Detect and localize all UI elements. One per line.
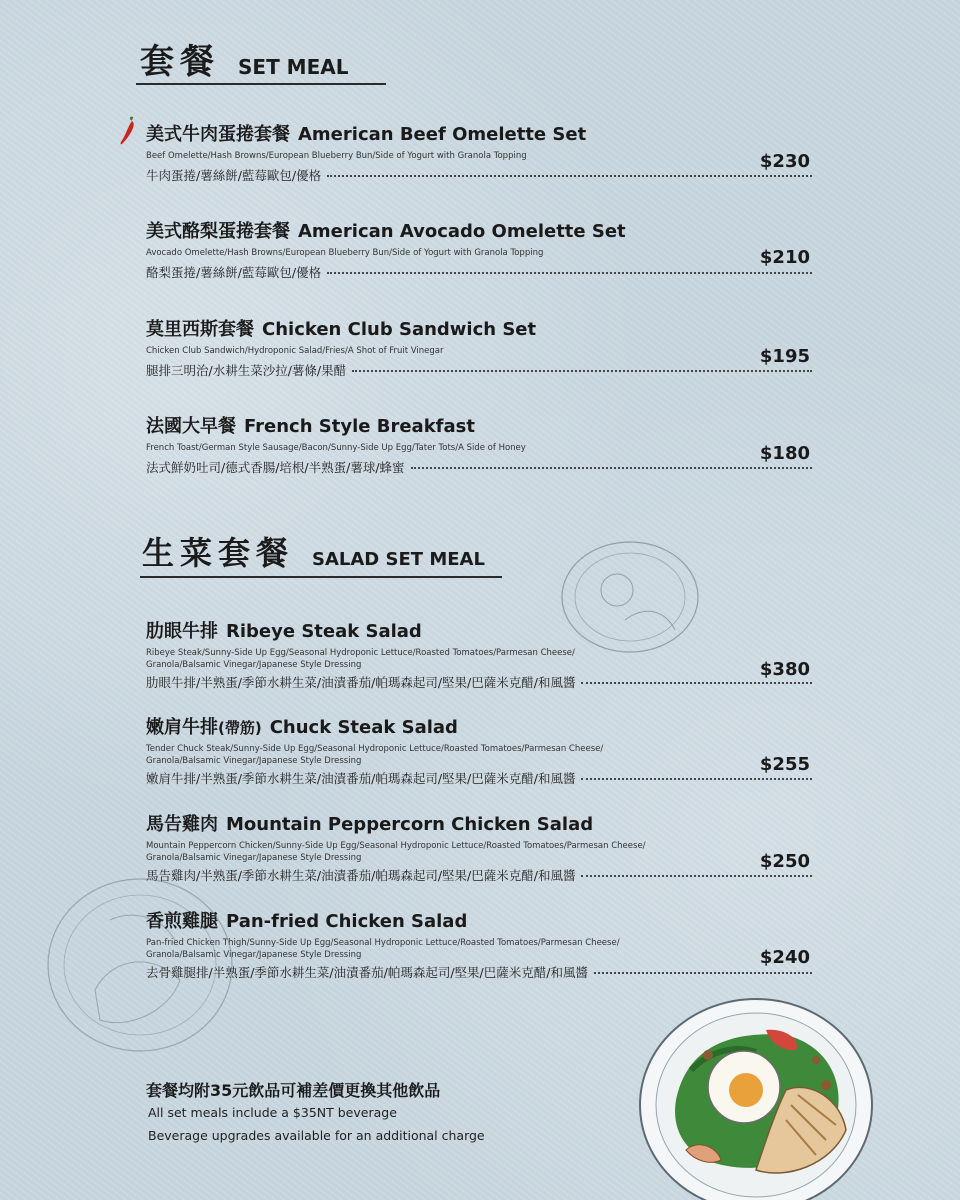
item-name-en: Pan-fried Chicken Salad	[226, 911, 468, 932]
item-name-zh: 嫩肩牛排	[146, 717, 218, 738]
item-name-en: American Avocado Omelette Set	[298, 221, 626, 242]
item-price: $240	[759, 947, 810, 968]
set-meal-heading	[140, 34, 348, 83]
salad-plate-illustration	[636, 990, 876, 1200]
item-name-en: Chicken Club Sandwich Set	[262, 319, 537, 340]
item-name-note: (帶筋)	[218, 719, 262, 737]
item-name-en: Ribeye Steak Salad	[226, 621, 422, 642]
dotted-leader	[327, 175, 812, 177]
item-name-en: Chuck Steak Salad	[269, 717, 458, 738]
item-desc-en: Avocado Omelette/Hash Browns/European Blueberry Bun/Side of Yogurt with Granola Topping	[146, 248, 544, 258]
item-desc-en-1: Tender Chuck Steak/Sunny-Side Up Egg/Seasonal Hydroponic Lettuce/Roasted Tomatoes/Parmesan Cheese/	[146, 744, 604, 754]
beverage-note-en-1: All set meals include a $35NT beverage	[148, 1105, 397, 1120]
item-price: $195	[759, 346, 810, 367]
item-price: $250	[759, 851, 810, 872]
item-desc-en: Chicken Club Sandwich/Hydroponic Salad/Fries/A Shot of Fruit Vinegar	[146, 346, 444, 356]
item-desc-zh: 去骨雞腿排/半熟蛋/季節水耕生菜/油漬番茄/帕瑪森起司/堅果/巴薩米克醋/和風醬	[146, 965, 588, 980]
menu-item-beef-omelette	[146, 120, 812, 184]
item-name-zh: 美式牛肉蛋捲套餐	[146, 124, 290, 145]
item-price: $180	[759, 443, 810, 464]
menu-item-chicken-club	[146, 315, 812, 379]
item-name-zh: 美式酪梨蛋捲套餐	[146, 221, 290, 242]
item-price: $230	[759, 151, 810, 172]
beverage-note-en-2: Beverage upgrades available for an additional charge	[148, 1128, 485, 1143]
set-meal-title-zh: 套餐	[140, 42, 220, 82]
menu-item-french-breakfast	[146, 412, 812, 476]
set-meal-title-en: SET MEAL	[238, 55, 349, 79]
salad-set-meal-heading	[142, 528, 485, 574]
item-desc-zh: 酪梨蛋捲/薯絲餅/藍莓歐包/優格	[146, 265, 322, 280]
item-desc-en-2: Granola/Balsamic Vinegar/Japanese Style Dressing	[146, 853, 362, 863]
item-price: $210	[759, 247, 810, 268]
item-name-zh: 肋眼牛排	[146, 621, 218, 642]
menu-item-panfried-chicken-salad	[146, 907, 812, 981]
menu-item-peppercorn-chicken-salad	[146, 810, 812, 884]
item-desc-zh: 腿排三明治/水耕生菜沙拉/薯條/果醋	[146, 363, 347, 378]
item-desc-zh: 肋眼牛排/半熟蛋/季節水耕生菜/油漬番茄/帕瑪森起司/堅果/巴薩米克醋/和風醬	[146, 675, 576, 690]
menu-item-avocado-omelette	[146, 217, 812, 281]
salad-title-en: SALAD SET MEAL	[312, 549, 485, 570]
item-name-en: Mountain Peppercorn Chicken Salad	[226, 814, 594, 835]
menu-item-chuck-salad	[146, 713, 812, 787]
item-desc-en: Beef Omelette/Hash Browns/European Blueberry Bun/Side of Yogurt with Granola Topping	[146, 151, 527, 161]
salad-underline	[140, 576, 502, 578]
item-desc-zh: 法式鮮奶吐司/德式香腸/培根/半熟蛋/薯球/蜂蜜	[146, 460, 405, 475]
set-meal-underline	[136, 83, 386, 85]
dotted-leader	[581, 682, 812, 684]
item-price: $380	[759, 659, 810, 680]
item-name-en: French Style Breakfast	[244, 416, 475, 437]
item-desc-en-2: Granola/Balsamic Vinegar/Japanese Style Dressing	[146, 660, 362, 670]
chili-pepper-icon	[118, 116, 140, 148]
item-name-zh: 法國大早餐	[146, 416, 236, 437]
dotted-leader	[581, 875, 812, 877]
menu-item-ribeye-salad	[146, 617, 812, 691]
dotted-leader	[594, 972, 812, 974]
item-desc-en-1: Mountain Peppercorn Chicken/Sunny-Side Up Egg/Seasonal Hydroponic Lettuce/Roasted Tomatoes/Parmesan Cheese/	[146, 841, 646, 851]
dotted-leader	[352, 370, 812, 372]
item-desc-en-2: Granola/Balsamic Vinegar/Japanese Style Dressing	[146, 950, 362, 960]
item-price: $255	[759, 754, 810, 775]
item-name-zh: 香煎雞腿	[146, 911, 218, 932]
item-name-zh: 莫里西斯套餐	[146, 319, 254, 340]
item-desc-zh: 馬告雞肉/半熟蛋/季節水耕生菜/油漬番茄/帕瑪森起司/堅果/巴薩米克醋/和風醬	[146, 868, 576, 883]
item-desc-en-1: Pan-fried Chicken Thigh/Sunny-Side Up Egg/Seasonal Hydroponic Lettuce/Roasted Tomatoes/Parmesan Cheese/	[146, 938, 620, 948]
dotted-leader	[327, 272, 812, 274]
item-name-en: American Beef Omelette Set	[298, 124, 587, 145]
item-desc-en-1: Ribeye Steak/Sunny-Side Up Egg/Seasonal Hydroponic Lettuce/Roasted Tomatoes/Parmesan Cheese/	[146, 648, 575, 658]
item-desc-en-2: Granola/Balsamic Vinegar/Japanese Style Dressing	[146, 756, 362, 766]
plate-sketch-icon	[40, 870, 240, 1060]
item-desc-zh: 牛肉蛋捲/薯絲餅/藍莓歐包/優格	[146, 168, 322, 183]
salad-title-zh: 生菜套餐	[142, 534, 295, 572]
item-desc-zh: 嫩肩牛排/半熟蛋/季節水耕生菜/油漬番茄/帕瑪森起司/堅果/巴薩米克醋/和風醬	[146, 771, 576, 786]
item-desc-en: French Toast/German Style Sausage/Bacon/Sunny-Side Up Egg/Tater Tots/A Side of Honey	[146, 443, 526, 453]
beverage-note-zh: 套餐均附35元飲品可補差價更換其他飲品	[146, 1081, 441, 1100]
dotted-leader	[581, 778, 812, 780]
item-name-zh: 馬告雞肉	[146, 814, 218, 835]
dotted-leader	[411, 467, 812, 469]
